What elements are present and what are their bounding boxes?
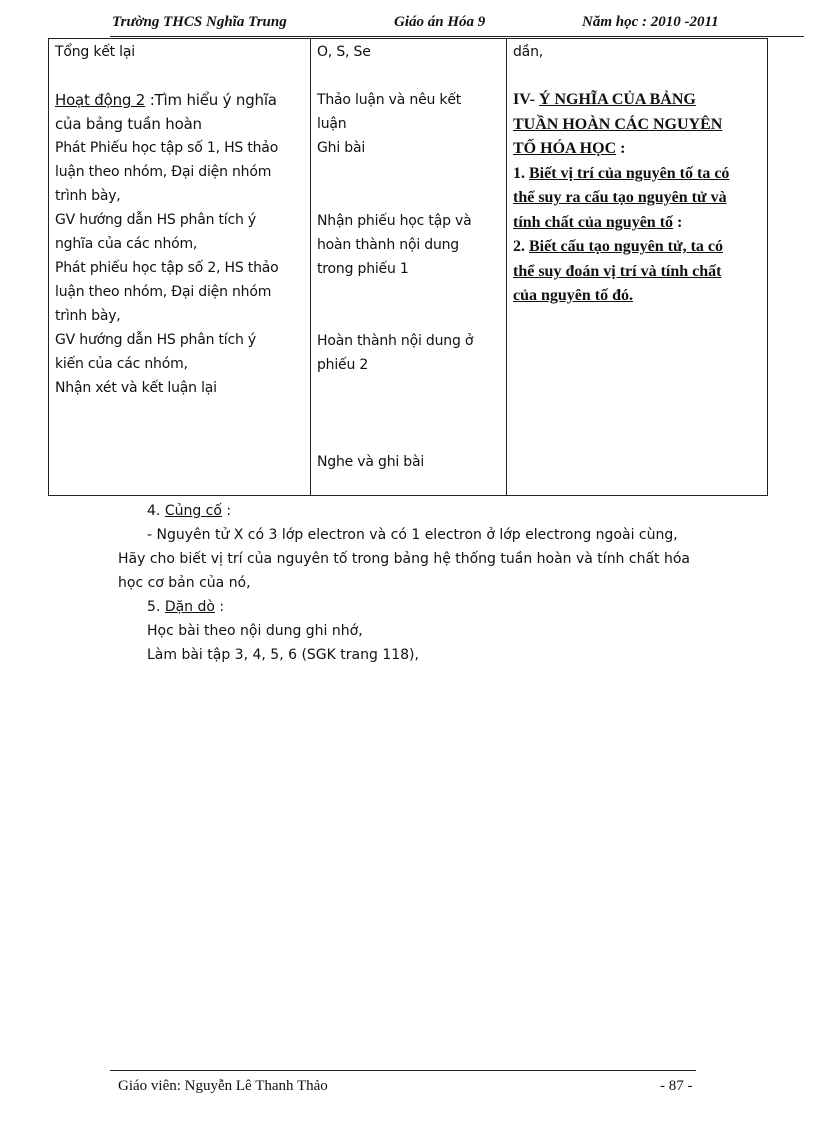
col2-line: Nhận phiếu học tập và [317, 213, 472, 229]
point-2-cont: của nguyên tố đó. [513, 287, 634, 304]
header-divider [110, 36, 804, 37]
point-1-cont: thể suy ra cấu tạo nguyên tử và [513, 189, 727, 206]
content-column [513, 40, 765, 64]
section-5-line: Học bài theo nội dung ghi nhớ, [147, 623, 363, 639]
page-number: - 87 - [660, 1078, 693, 1094]
section-iv-heading-cont: TUẦN HOÀN CÁC NGUYÊN [513, 115, 723, 133]
point-2: 2. Biết cấu tạo nguyên tử, ta có [513, 238, 724, 255]
col1-line: Phát phiếu học tập số 2, HS thảo [55, 260, 279, 276]
col2-line: phiếu 2 [317, 357, 369, 373]
teacher-activity-column [55, 40, 307, 400]
col2-line: Thảo luận và nêu kết [317, 92, 462, 108]
col2-line: trong phiếu 1 [317, 261, 409, 277]
col2-line: luận [317, 116, 347, 132]
col3-line: dần, [513, 44, 543, 60]
col2-line: hoàn thành nội dung [317, 237, 459, 253]
footer-divider [110, 1070, 696, 1071]
section-iv-heading-cont: TỐ HÓA HỌC : [513, 140, 626, 157]
section-4-line: Hãy cho biết vị trí của nguyên tố trong bảng hệ thống tuần hoàn và tính chất hóa [118, 551, 690, 567]
col1-line: luận theo nhóm, Đại diện nhóm [55, 164, 272, 180]
col1-line: luận theo nhóm, Đại diện nhóm [55, 284, 272, 300]
col2-line: Hoàn thành nội dung ở [317, 333, 474, 349]
point-1-cont: tính chất của nguyên tố : [513, 213, 683, 231]
section-4-line: học cơ bản của nó, [118, 575, 251, 591]
col2-line: Nghe và ghi bài [317, 454, 425, 470]
header-subject: Giáo án Hóa 9 [394, 14, 486, 30]
student-block-1 [317, 88, 503, 160]
col1-line: Nhận xét và kết luận lại [55, 380, 217, 396]
point-1: 1. Biết vị trí của nguyên tố ta có [513, 164, 730, 182]
section-iv-heading: IV- Ý NGHĨA CỦA BẢNG [513, 91, 696, 108]
col1-line: GV hướng dẫn HS phân tích ý [55, 332, 256, 348]
section-5-line: Làm bài tập 3, 4, 5, 6 (SGK trang 118), [147, 647, 419, 663]
point-2-cont: thể suy đoán vị trí và tính chất [513, 262, 722, 280]
col1-line: GV hướng dẫn HS phân tích ý [55, 212, 256, 228]
activity-2-heading: Hoạt động 2 :Tìm hiểu ý nghĩa [55, 91, 277, 109]
header-school: Trường THCS Nghĩa Trung [112, 14, 287, 30]
col2-line: Ghi bài [317, 140, 366, 156]
col1-line: kiến của các nhóm, [55, 356, 188, 372]
student-block-3 [317, 329, 503, 377]
table-column-divider [310, 38, 311, 496]
col2-line: O, S, Se [317, 44, 371, 60]
table-column-divider [506, 38, 507, 496]
student-block-2 [317, 209, 503, 281]
col1-line: Phát Phiếu học tập số 1, HS thảo [55, 140, 279, 156]
footer-teacher: Giáo viên: Nguyễn Lê Thanh Thảo [118, 1078, 328, 1094]
student-block-4 [317, 450, 503, 474]
section-iv [513, 88, 767, 309]
section-4-heading: 4. Củng cố : [147, 503, 232, 519]
header-school-year: Năm học : 2010 -2011 [582, 14, 719, 30]
summary-line: Tổng kết lại [55, 44, 135, 60]
section-5-heading: 5. Dặn dò : [147, 599, 225, 615]
col1-line: trình bày, [55, 308, 121, 324]
activity-2-heading-cont: của bảng tuần hoàn [55, 115, 202, 133]
section-4-line: - Nguyên tử X có 3 lớp electron và có 1 electron ở lớp electrong ngoài cùng, [147, 527, 678, 543]
student-activity-column [317, 40, 503, 64]
col1-line: nghĩa của các nhóm, [55, 236, 198, 252]
col1-line: trình bày, [55, 188, 121, 204]
